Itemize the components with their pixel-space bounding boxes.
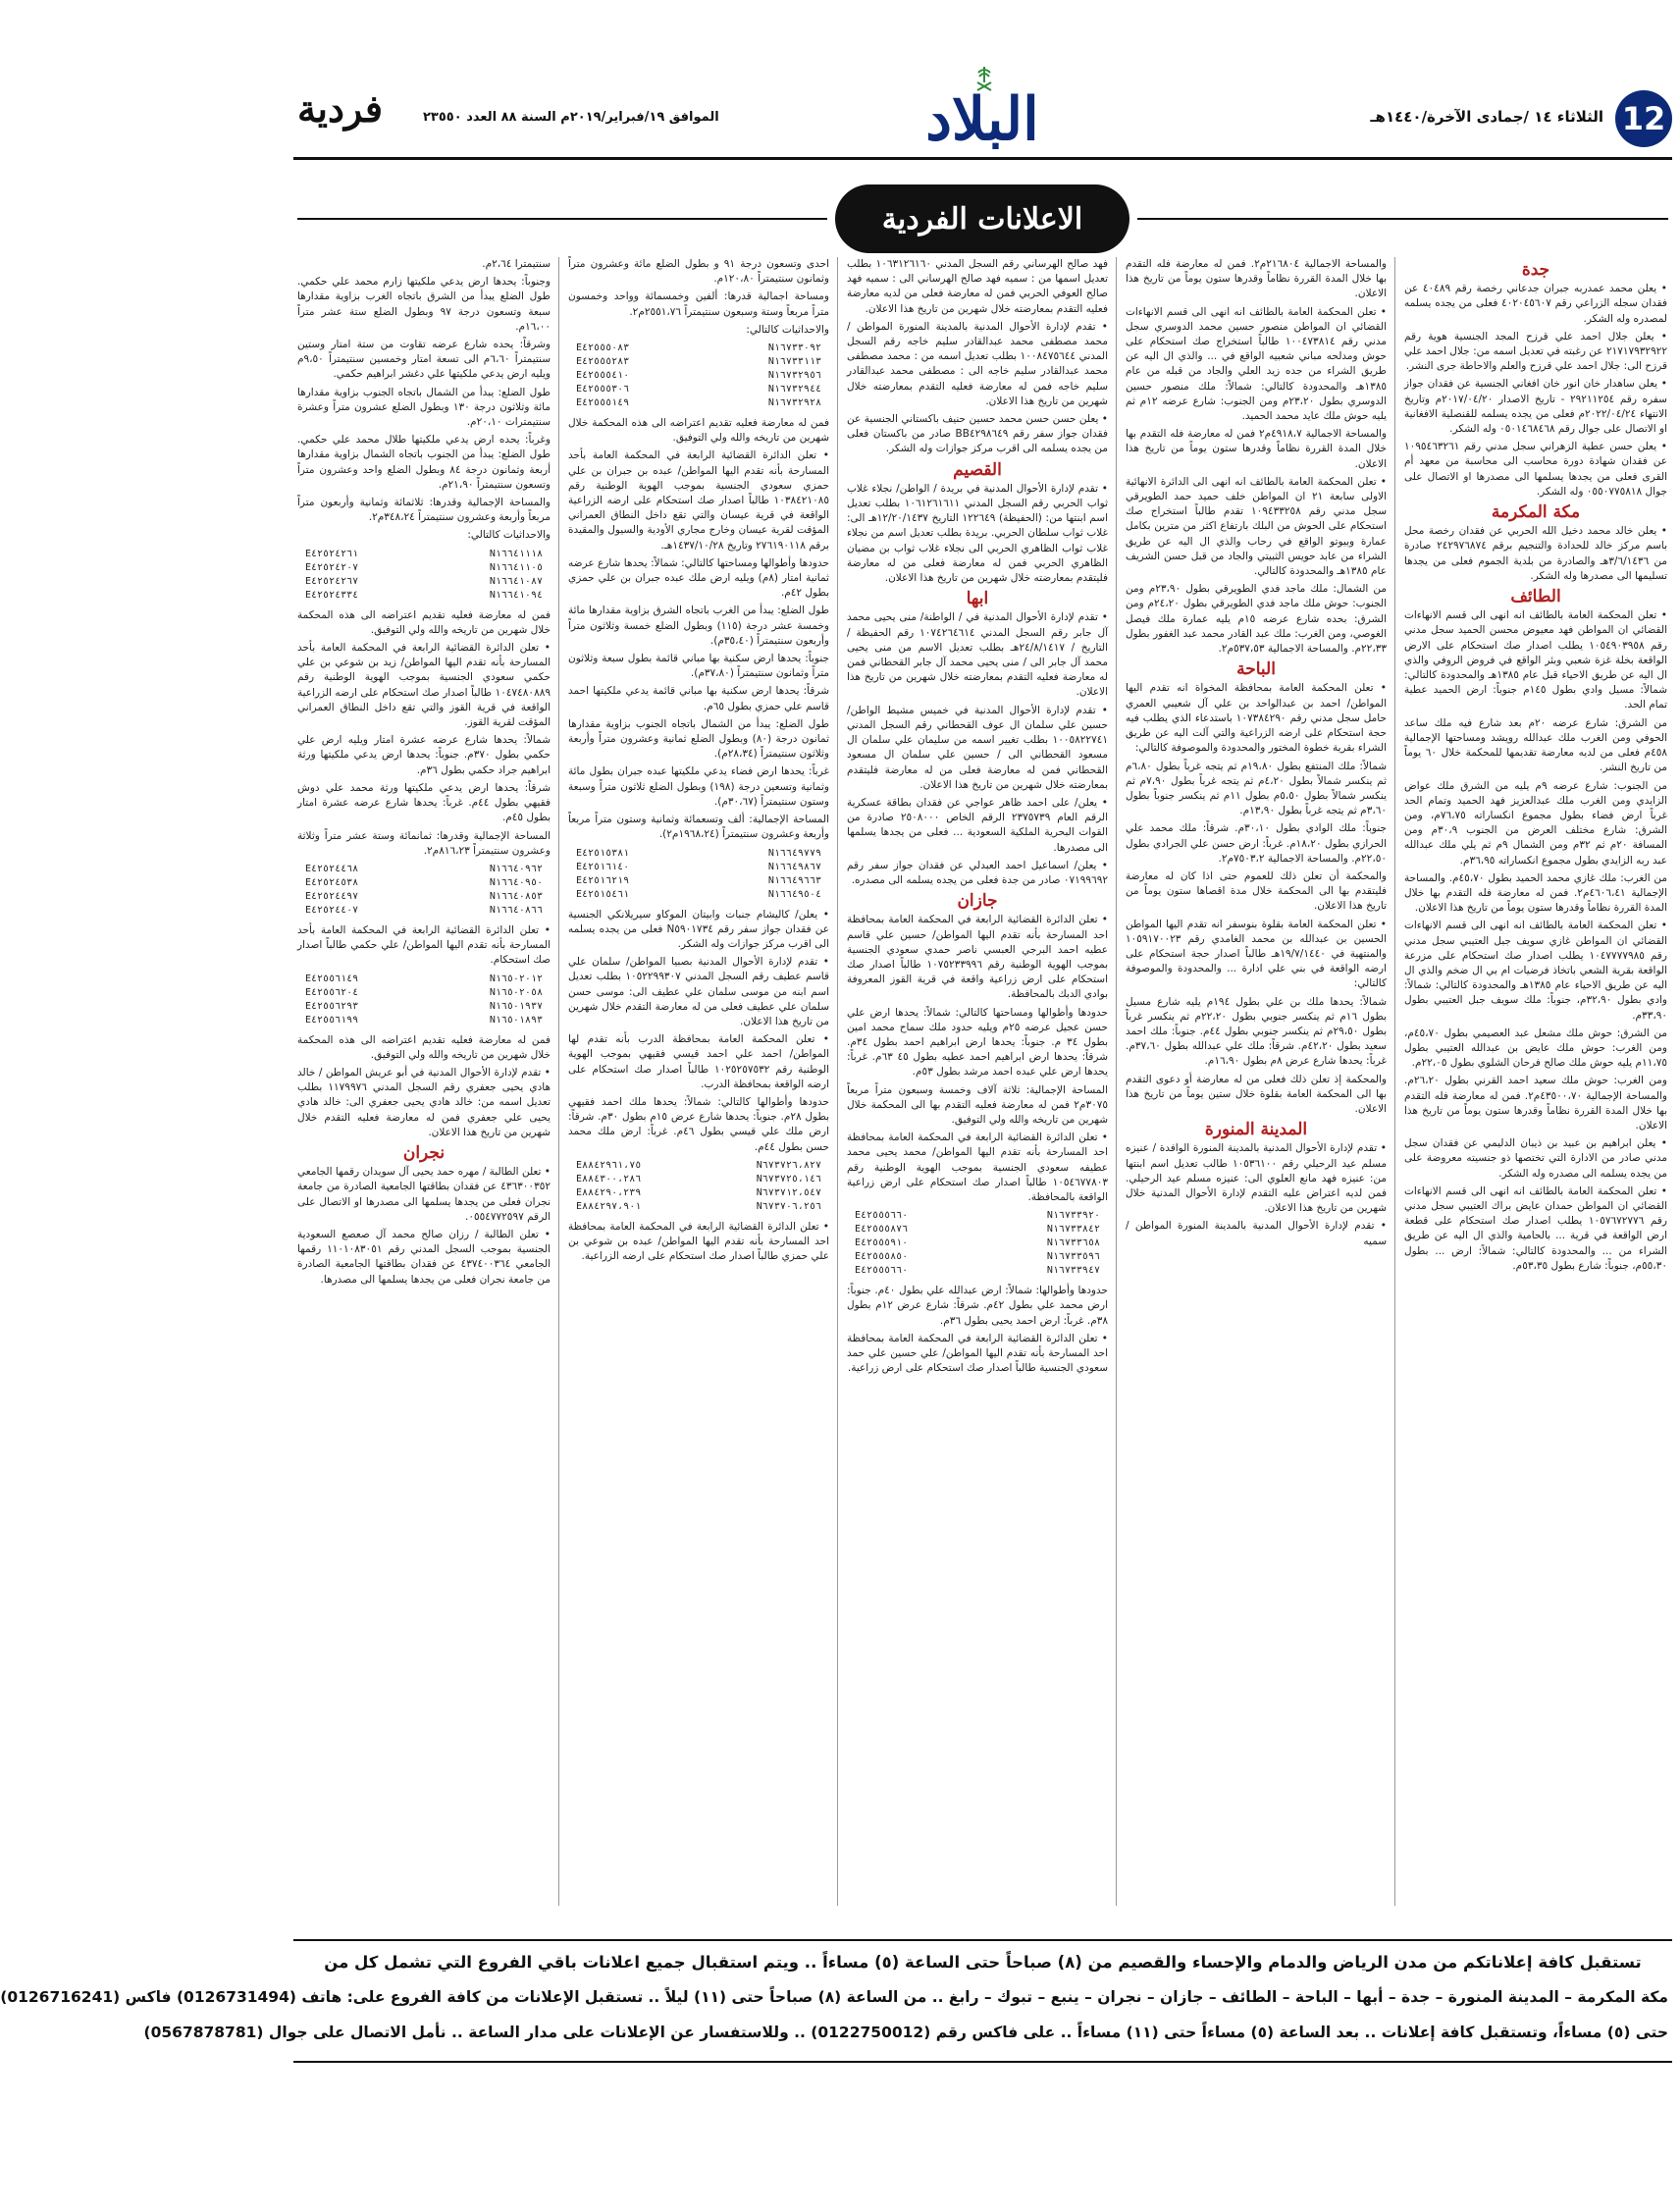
coordinate-row [297, 575, 551, 589]
easting-value: E٤٢٥٥٥٣٠٦ [576, 384, 630, 395]
classified-ad: فمن له معارضة فعليه تقديم اعتراضه الى هذه المحكمة خلال شهرين من تاريخه والله ولي التوفيق. [297, 1033, 551, 1061]
footer-line-1: تستقبل كافة إعلاناتكم من مدن الرياض والدمام والإحساء والقصيم من (٨) صباحاً حتى الساعة (٥) مساءاً .. ويتم استقبال جميع اعلانات باقي الفروع التي تشمل كل من [324, 1953, 1642, 1972]
coordinate-row [847, 1237, 1108, 1250]
city-heading: القصيم [953, 459, 1002, 480]
city-heading: جازان [957, 891, 998, 912]
classified-ad: شمالاً: ملك المنتفع بطول ١٩،٨٠م ثم يتجه غرباً بطول ٦،٨٠م ثم ينكسر شمالاً بطول ٤،٢٠م ثم يتجه غرباً بطول ٧،٩٠م ثم ينكسر شمالاً بطول ٥،٥٠م بطول ١١م ثم ينكسر جنوباً بطول ٣،٦٠م ثم يتجه غرباً بطول ١٣،٩٠م. [1126, 760, 1388, 817]
northing-value: N١٦٧٣٢٩٢٨ [767, 397, 821, 409]
coordinate-row [297, 973, 551, 986]
footer-rule-top [293, 1939, 1672, 1941]
classified-ad: من الشمال: ملك ماجد فدي الطويرقي بطول ٢٣،٩٠م ومن الجنوب: حوش ملك ماجد فدي الطويرقي بطول ٢٤،٢٠م ومن الشرق: بحده شارع عرضه ١٥م يليه عمارة ملك فيصل الغوصي، ومن الغرب: ملك عبد القادر محمد عبد الغفور بطول ٢٢،٣٣م. والمساحة الاجمالية ٥٣٧،٥٣م٢. [1126, 583, 1387, 656]
northing-value: N١٦٦٤٩٨٦٧ [767, 861, 821, 872]
ad-column-3 [847, 257, 1108, 1916]
classified-ad: • يعلن خالد محمد دخيل الله الحربي عن فقدان رخصة محل باسم مركز خالد للحدادة والتنجيم برقم ٢٤٢٩٧٦٨٧٤ صادرة من ٣/٦/١٤٣٦هـ والصادرة من بلدية الجموم فعلى من يجدها تسليمها الى مصدرها وله الشكر. [1404, 525, 1667, 582]
city-heading: الطائف [1510, 587, 1561, 607]
coordinates-table [568, 1159, 829, 1214]
classified-ad: والمحكمة إذ تعلن ذلك فعلى من له معارضة أو دعوى التقدم بها الى المحكمة العامة بقلوة خلال ستين يوماً من تاريخ هذا الاعلان. [1126, 1073, 1387, 1115]
northing-value: N١٦٧٣٢٩٥٦ [767, 370, 821, 382]
northing-value: N١٦٦٤١٠٩٤ [489, 589, 543, 601]
coordinate-row [297, 589, 551, 603]
northing-value: N١٦٧٣٣٩٢٠ [1046, 1210, 1100, 1222]
classified-ad: • تعلن المحكمة العامة بمحافظة الدرب بأنه تقدم لها المواطن/ احمد علي احمد قيسي فقيهي بموجب الهوية الوطنية رقم ١٠٢٥٢٥٧٥٣٢ طالباً اصدار صك استحكام على ارضه الواقعة بمحافظة الدرب. [568, 1033, 829, 1090]
classified-ad: حدودها وأطوالها ومساحتها كالتالي: شمالاً: يحدها ارض علي حسن عجيل عرضه ٢٥م ويليه حدود ملك سماح محمد امين بطول ٣٤ م. جنوباً: يحدها ارض ابراهيم احمد بطول ٣٤م. شرقاً: يحدها ارض ابراهيم احمد عطيه بطول ٤٥ ٦٣م. غرباً: يحدها ارض علي عبده احمد مرشد بطول ٥٣م. [847, 1006, 1108, 1079]
classified-ad: • تعلن الدائرة القضائية الرابعة في المحكمة العامة بأحد المسارحة بأنه تقدم اليها المواطن/ علي حكمي طالباً اصدار صك استحكام. [297, 923, 551, 967]
classified-ad: • تعلن المحكمة العامة بمحافظة المخواة انه تقدم اليها المواطن/ احمد بن عبدالواحد بن علي آل شعيبي العمري حامل سجل مدني رقم ١٠٧٣٨٤٢٩٠ باستدعاء الذي يطلب فيه حجة استحكام على ارضه الزراعية والتي آلت اليه عن طريق الشراء بقرية خطوة المختور والمحدودة والموصوفة كالتالي: [1126, 682, 1387, 755]
section-label: فردية [297, 86, 384, 131]
easting-value: E٤٢٥٥٥٤١٠ [576, 370, 630, 382]
classified-ad: • يعلن محمد عمدربه جبران جدعاني رخصة رقم ٤٠٤٨٩ عن فقدان سجله الزراعي رقم ٤٠٢٠٤٥٦٠٧ فعلى من يجده يسلمه لمصدره وله الشكر. [1404, 283, 1667, 325]
coordinates-table [568, 847, 829, 902]
column-divider [1394, 257, 1395, 1906]
easting-value: E٤٢٥٥٥٠٨٣ [576, 342, 630, 354]
classified-ad: سنتيمترا ٢،٦٤م. [482, 258, 551, 270]
easting-value: E٤٢٥٥٦٢٠٤ [305, 986, 359, 998]
classified-ad: شمالاً: يحدها ملك بن علي بطول ١٩٤م يليه شارع مسيل بطول ١٦م ثم ينكسر جنوبي بطول ٢٢،٢٠م ثم ينكسر غرباً بطول ٢٩،٥٠م ثم ينكسر جنوبي بطول ٤٤م. جنوباً: ملك احمد سعيد بطول ٤٢،٢٠م. شرقاً: ملك علي عبدالله بطول ٣٧،٦٠م. غرباً: يحدها شارع عرض ٨م بطول ١٦،٩٠م. [1126, 995, 1388, 1068]
classified-ad: جنوباً: ملك الوادي بطول ٣٠،١٠م. شرقاً: ملك محمد علي الحرازي بطول ١٨،٢٠م. غرباً: ارض حسن علي الجرادي بطول ٢٢،٥٠م. والمساحة الاجمالية ٧٥٠٣،٢م٢. [1126, 822, 1387, 865]
classified-ad: • تقدم لإدارة الأحوال المدنية في بريدة / الواطن/ نجلاء غلاب ثواب الحربي رقم السجل المدني ١٠٦١٢٦١٦١١ بطلب تعديل اسم ابنتها من: (الحفيظة) ١٢٢٦٤٩ التاريخ ١٢/٢٠/١٤٣٧هـ الى: غلاب ثواب سلطان الحربي. بريدة بطلب تعديل اسم من نجلاء غلاب ثواب الظاهري الحربي الى نجلاء غلاب ثواب بن مضيان الظاهري الحربي فمن له معارضة فعلى من له معارضة فليتقدم بمعارضته خلال شهرين من تاريخ هذا الاعلان. [847, 482, 1108, 585]
classified-ad: • تعلن المحكمة العامة بالطائف انه انهى الى الدائرة الانهائية الاولى سابعة ٢١ ان المواطن خلف حميد حمد الطويرقي سجل مدني رقم ١٠٩٤٣٣٢٥٨ تقدم طالباً استخراج صك استحكام على الحوش من البلك بارتفاع اكثر من مترين بكامل عمارة وبيوتو الواقع في رحاب والذي ال اليه عن طريق الشراء من عابد حويس الثبيتي والجاد من قبل حسن الشريف عام ١٣٨٥هـ والمحدودة كالتالي. [1126, 475, 1387, 578]
coordinate-row [847, 1223, 1108, 1237]
classified-ad: • تقدم لإدارة الأحوال المدنية بالمدينة المنورة المواطن / سميه [1126, 1220, 1387, 1247]
coordinates-table [847, 1209, 1108, 1278]
easting-value: E٤٢٥٢٤٤٦٨ [305, 863, 359, 874]
coordinate-row [297, 863, 551, 876]
ad-column-5 [297, 257, 551, 1916]
classified-ad: ومن الغرب: حوش ملك سعيد احمد القرني بطول ٢٦،٢٠م. والمساحة الإجمالية ٤٣٥٠٠،٧٠م٢. فمن له معارضة فله التقدم بها خلال المدة القررة نظاماً وقدرها ستون يوماً من تاريخ هذا الاعلان. [1404, 1075, 1667, 1131]
classified-ad: • تعلن المحكمة العامة بالطائف انه انهى الى قسم الانهاءات القضائي ان المواطن منصور حسين محمد الدوسري سجل مدني رقم ١٠٠٤٧٣٨١٤ طالباً استخراج صك استحكام على حوش ومدلحه مباني شعبيه الواقع في ... والذي ال اليه عن طريق الشراء من جده زيد العلي والجاد من قبله من عام ١٣٨٥هـ والمحدودة كالتالي: شمالاً: ملك منصور حسين الدوسري بطول ٢٣،٢٠م ومن الجنوب: شارع عرضه ١٢م ثم يليه حوش ملك عايد محمد الحميد. [1126, 305, 1387, 423]
northing-value: N٦٧٣٧٢٦،٨٢٧ [756, 1159, 821, 1171]
banner-rule-right [1137, 218, 1668, 220]
easting-value: E٤٢٥٥٥٢٨٣ [576, 356, 630, 368]
northing-value: N١٦٧٣٣٨٤٢ [1046, 1224, 1100, 1236]
classified-ad: فهد صالح الهرساني رقم السجل المدني ١٠٦٣١٢٦١٦٠ بطلب تعديل اسمها من : سميه فهد صالح الهرساني الى : سميه فهد صالح العوفي الحربي فمن له معارضة فعلى من لديه معارضة فعليه التقدم بمعارضته خلال شهرين من تاريخ هذا الاعلان. [847, 258, 1108, 315]
northing-value: N١٦٥٠٢٠٥٨ [489, 986, 543, 998]
classified-ad: حدودها وأطوالها: شمالاً: ارض عبدالله علي بطول ٤٠م. جنوباً: ارض محمد علي بطول ٤٢م. شرقاً: شارع عرض ١٢م بطول ٣٨م. غرباً: ارض احمد يحيى بطول ٣٦م. [847, 1285, 1108, 1327]
northing-value: N١٦٦٤٩٦٦٣ [767, 874, 821, 886]
classified-ad: المساحة الإجمالية: ثلاثة آلاف وخمسة وسبعون متراً مربعاً ٣٠٧٥م٢ فمن له معارضة فعليه التقدم بها الى المحكمة خلال شهرين من تاريخه والله ولي التوفيق. [847, 1083, 1108, 1126]
easting-value: E٤٢٥٢٤٢٦١ [305, 548, 359, 559]
easting-value: E٤٢٥٥٥٨٥٠ [855, 1251, 909, 1263]
northing-value: N١٦٦٤٩٧٧٩ [767, 847, 821, 859]
northing-value: N٦٧٣٧٠٦،٢٥٦ [756, 1200, 821, 1212]
classified-ad: ومساحة اجمالية قدرها: ألفين وخمسمائة وواحد وخمسون متراً مربعاً وستة وسبعون سنتيمتراً ٢٥٥١،٧٦م٢. [568, 290, 829, 318]
classified-ad: من الجنوب: شارع عرضه ٩م يليه من الشرق ملك عواض الزايدي ومن الغرب ملك عبدالعزيز فهد الحميد وتمام الحد غرباً ارض فضاء بطول مجموع انكساراته ٧٦،٧٥م، ومن الشرق: شارع مختلف العرض من الجنوب ٣٠،٩م ومن المسافة ٢٠م ثم ٣٢م ومن الشمال ٩م ثم يلي ملك عبدالله عبد ربه الزايدي بطول مجموع انكساراته ٣٦،٩٥م. [1404, 779, 1668, 867]
newspaper-logo [894, 69, 1071, 167]
classified-ad: والاحداثيات كالتالي: [746, 323, 829, 336]
northing-value: N١٦٦٤٠٩٥٠ [489, 876, 543, 888]
easting-value: E٤٢٥١٦١٤٠ [576, 861, 630, 872]
classified-ad: من الغرب: ملك غازي محمد الحميد بطول ٤٥،٧٠م. والمساحة الإجمالية ٤٦٠٦،٤١م٢. فمن له معارضة فله التقدم بها خلال المدة القررة نظاماً وقدرها ستون يوماً من تاريخ هذا الاعلان. [1404, 871, 1667, 915]
classified-ad: والمساحة الاجمالية ٤٩١٨،٧م٢ فمن له معارضة فله التقدم بها خلال المدة القررة نظاماً وقدرها ستون يوماً من تاريخ هذا الاعلان. [1126, 428, 1387, 470]
classified-ad: • تعلن الدائرة القضائية الرابعة في المحكمة العامة بمحافظة احد المسارحة بأنه تقدم اليها المواطن/ حسين علي قاسم عطيه احمد البرجي العبسي ناصر حمدي سعودي الجنسية بموجب الهوية الوطنية رقم ١٠٧٥٢٣٣٩٩٦ طالباً اصدار صك استحكام على ارض زراعية واقعة في قرية القوز المعروفة بوادي الدبك بالمحافظة. [847, 914, 1108, 1001]
classified-ad: فمن له معارضة فعليه تقديم اعتراضه الى هذه المحكمة خلال شهرين من تاريخه والله ولي التوفيق. [297, 608, 551, 636]
easting-value: E٨٨٤٢٩٧،٩٠١ [576, 1200, 642, 1212]
classified-ad: • تقدم لإدارة الأحوال المدنية في / الواطنة/ منى يحيى محمد آل جابر رقم السجل المدني ١٠٧٤٢٦٤٦١٤ رقم الحفيظة / التاريخ / ٢٤/٨/١٤١٧هـ بطلب تعديل الاسم من منى يحيى محمد آل جابر الى / منى يحيى محمد آل جابر القحطاني فمن له معارضة فعليه التقدم بمعارضته خلال شهرين من تاريخ هذا الاعلان. [847, 611, 1109, 699]
city-heading: المدينة المنورة [1204, 1120, 1308, 1140]
coordinate-row [568, 861, 829, 874]
coordinate-row [568, 1186, 829, 1200]
classified-ad: • تقدم لإدارة الأحوال المدنية بالمدينة المنورة الوافدة / عنيزه مسلم عيد الرحيلي رقم ١٠٥٣٦١٠٠ طالب تعديل اسم ابنتها من: عنيزه فهد مانع العلوي الى: عنيزه مسلم عيد الرحيلي. فمن لديه اعتراض عليه التقدم لإدارة الأحوال المدنية خلال شهرين من تاريخ هذا الاعلان. [1126, 1142, 1387, 1215]
classified-ad: • تقدم لإدارة الأحوال المدنية في خميس مشيط الواطن/حسين علي سلمان ال عوف القحطاني رقم السجل المدني ١٠٠٥٨٢٢٧٤١ بطلب تغيير اسمه من سليمان علي سلمان ال مسعود القحطاني الى / حسين علي سلمان ال مسعود القحطاني فمن له معارضة فعلى من له معارضة فليتقدم بمعارضته خلال شهرين من تاريخ هذا الاعلان. [847, 704, 1108, 791]
coordinate-row [297, 1014, 551, 1027]
coordinates-table [568, 342, 829, 410]
easting-value: E٤٢٥٥٥٦٦٠ [855, 1265, 909, 1277]
coordinate-row [297, 986, 551, 1000]
coordinates-table [297, 548, 551, 603]
logo-wordmark: البلاد [925, 85, 1039, 154]
coordinate-row [297, 904, 551, 918]
northing-value: N١٦٦٤٠٨٥٣ [489, 890, 543, 902]
city-heading: الباحة [1236, 659, 1276, 680]
northing-value: N١٦٧٣٣١١٣ [767, 356, 821, 368]
advertising-footer [0, 1923, 1680, 2210]
easting-value: E٤٢٥١٥٤٦١ [576, 888, 630, 900]
classified-ad: شمالاً: يحدها شارع عرضه عشرة امتار ويليه ارض علي حكمي بطول ٣٧٠م. جنوباً: يحدها ارض يدعي ملكيتها ورثة ابراهيم جراد حكمي بطول ٣٦م. [297, 734, 551, 776]
masthead-rule [293, 157, 1672, 160]
classified-ad: • تقدم لإدارة الأحوال المدنية بصبيا المواطن/ سلمان علي قاسم عطيف رقم السجل المدني ١٠٥٢٢٩٩٣٠٧ بطلب تعديل اسم ابنه من موسى سلمان علي عطيف الى: موسى حسن سلمان علي عطيف فعلى من له معارضة التقدم خلال شهرين من تاريخ هذا الاعلان. [568, 956, 829, 1027]
footer-rule-bottom [293, 2061, 1672, 2063]
easting-value: E٤٢٥١٦٢١٩ [576, 874, 630, 886]
classified-ad: • تعلن الدائرة القضائية الرابعة في المحكمة العامة بمحافظة احد المسارحة بأنه تقدم اليها المواطن/ علي حسين علي حمد سعودي الجنسية طالباً اصدار صك استحكام على ارض زراعية. [847, 1332, 1108, 1375]
classified-ad: • يعلن حسن عطية الزهراني سجل مدني رقم ١٠٩٥٤٦٣٢٦١ عن فقدان شهادة دورة محاسب الى محاسبة من معهد أم القرى فعلى من يجدها يسلمها الى مصدرها او الاتصال على جوال ٠٥٥٠٧٧٥٨١٨ وله الشكر. [1404, 441, 1667, 498]
classified-ad: وجنوباً: يحدها ارض يدعي ملكيتها زارم محمد علي حكمي. طول الضلع يبدأ من الشرق باتجاه الغرب بزاوية مقدارها سبعة وتسعون درجة ٩٧ وبطول الضلع ستة عشر متراً ١٦،٠٠م. [297, 276, 551, 333]
classified-ad: فمن له معارضة فعليه تقديم اعتراضه الى هذه المحكمة خلال شهرين من تاريخه والله ولي التوفيق. [568, 417, 829, 445]
column-divider [558, 257, 559, 1906]
gregorian-date: الموافق ١٩/فبراير/٢٠١٩م السنة ٨٨ العدد ٢٣٥٥٠ [423, 110, 719, 125]
classified-ad: طول الضلع: يبدأ من الشمال باتجاه الجنوب بزاوية مقدارها مائة وثلاثون درجة ١٣٠ وبطول الضلع عشرون متراً وعشرة سنتيمترات ٢٠،١٠م. [297, 386, 551, 429]
easting-value: E٤٢٥٢٤٣٣٤ [305, 589, 359, 601]
coordinate-row [847, 1209, 1108, 1223]
coordinate-row [568, 396, 829, 410]
easting-value: E٤٢٥٢٤٤٩٧ [305, 890, 359, 902]
easting-value: E٤٢٥٥٥١٤٩ [576, 397, 630, 409]
masthead [286, 0, 1680, 154]
ad-column-1 [1404, 257, 1667, 1916]
classified-ad: وشرقاً: يحده شارع عرضه تقاوت من ستة امتار وستين سنتيمتراً ٦،٦٠م الى تسعة امتار وخمسين سنتيمتراً ٩،٥٠م ويليه ارض يدعي ملكيتها علي دغشر ابراهيم حكمي. [297, 339, 551, 381]
coordinate-row [847, 1264, 1108, 1278]
classified-ad: من الشرق: شارع عرضه ٢٠م بعد شارع فيه ملك ساعد الحوفي ومن الغرب ملك عبدالله رويشد ومساحتها الإجمالية ٤٥٨م فعلى من لديه معارضة تقديمها للمحكمة خلال ٦٠ يوماً من تاريخ النشر. [1404, 716, 1668, 774]
classified-ad: • تعلن المحكمة العامة بالطائف انه انهى الى قسم الانهاءات القضائي ان المواطن حمدان عايض براك العتيبي سجل مدني رقم ١٠٥٧٦٧٢٧٧٦ يطلب اصدار صك استحكام على قطعة ارض الواقعة في قرية ... بالحامية والذي ال اليه عن طريق الشراء من ... والمحدودة كالتالي: شمالاً: ارض ... بطول ٥٥،٣٠م، جنوباً: شارع بطول ٥٣،٣٥م. [1404, 1184, 1667, 1272]
coordinate-row [297, 561, 551, 575]
coordinate-row [568, 888, 829, 902]
northing-value: N١٦٧٣٣٦٥٨ [1046, 1237, 1100, 1249]
easting-value: E٨٨٤٣٠٠،٢٨٦ [576, 1173, 642, 1184]
ad-column-4 [568, 257, 829, 1916]
classified-ad: • تعلن الطالبة / رزان صالح محمد آل صعصع السعودية الجنسية بموجب السجل المدني رقم ١١٠١٠٨٣٠٥١ رقمها الجامعي ٤٣٧٤٠٠٣٦٤ عن فقدان بطاقتها الجامعية الصادرة من جامعة نجران فعلى من يجدها يسلمها الى مصدرها. [297, 1228, 551, 1286]
classified-ad: والاحداثيات كالتالي: [467, 529, 551, 542]
easting-value: E٤٢٥٢٤٢٦٧ [305, 575, 359, 587]
classified-ad: المساحة الإجمالية وقدرها: ثمانمائة وستة عشر متراً وثلاثة وعشرون سنتيمتراً ٨١٦،٢٣م٢. [297, 829, 551, 857]
northing-value: N١٦٦٤٩٥٠٤ [767, 888, 821, 900]
classified-ad: طول الضلع: يبدأ من الشمال باتجاه الجنوب بزاوية مقدارها ثمانون درجة (٨٠) وبطول الضلع ثمانية وعشرون متراً وأربعة وثلاثون سنتيمتراً (٢٨،٣٤م). [568, 717, 830, 761]
northing-value: N١٦٥٠٢٠١٢ [489, 973, 543, 984]
coordinate-row [568, 369, 829, 383]
coordinate-row [568, 383, 829, 396]
classified-ad: • تعلن الدائرة القضائية الرابعة في المحكمة العامة بمحافظة احد المسارحة بأنه تقدم اليها المواطن/ محمد يحيى محمد عطيفه سعودي الجنسية بموجب الهوية الوطنية رقم ١٠٥٤٦٧٧٨٠٣ طالباً اصدار صك استحكام على ارض زراعية الواقعة بالمحافظة. [847, 1131, 1108, 1203]
easting-value: E٨٨٤٢٩٦١،٧٥ [576, 1159, 642, 1171]
city-heading: ابها [966, 589, 989, 609]
column-divider [837, 257, 838, 1906]
easting-value: E٤٢٥٢٤٤٠٧ [305, 904, 359, 916]
ad-column-2 [1126, 257, 1387, 1916]
northing-value: N١٦٦٤١١١٨ [489, 548, 543, 559]
city-heading: جدة [1521, 260, 1550, 280]
classified-ad: • تعلن المحكمة العامة بالطائف انه انهى الى قسم الانهاءات القضائي ان المواطن غازي سويف جبل العتيبي سجل مدني رقم ١٠٤٧٧٧٧٩٨٥ يطلب اصدار صك استحكام على مزرعة الواقعة بقرية الشعي باتخاذ فرضيات ام بي ال ضخم والذي ال اليه عن طريق الاحياء عام ١٣٨٥هـ والمحدودة كالتالي: شمالاً: وادي بطول ٣٢،٩٠م، جنوباً: ملك سويف جبل العتيبي بطول ٣٣،٩٠م. [1404, 920, 1667, 1022]
footer-line-2: مكة المكرمة – المدينة المنورة – جدة – أبها – الباحة – الطائف – جازان – نجران – ينبع – تبوك – رابغ .. من الساعة (٨) صباحاً حتى (١١) ليلاً .. تستقبل الإعلانات من كافة الفروع على: هاتف (0126731494) فاكس (0126716241) [0, 1988, 1668, 2006]
classified-ad: حدودها وأطوالها ومساحتها كالتالي: شمالاً: يحدها شارع عرضه ثمانية امتار (٨م) ويليه ارض ملك عبده جبران بن علي حمزي بطول ٤٢م. [568, 556, 829, 600]
easting-value: E٤٢٥٥٦١٤٩ [305, 973, 359, 984]
northing-value: N١٦٦٤١٠٨٧ [489, 575, 543, 587]
coordinate-row [568, 1159, 829, 1173]
northing-value: N١٦٥٠١٩٣٧ [489, 1000, 543, 1012]
classified-ad: شرقاً: يحدها ارض يدعي ملكيتها ورثة محمد علي دوش فقيهي بطول ٤٤م. غرباً: يحدها شارع عرضه عشرة امتار بطول ٤٥م. [297, 781, 551, 824]
easting-value: E٤٢٥٥٦٢٩٣ [305, 1000, 359, 1012]
classified-ad: المساحة الإجمالية: ألف وتسعمائة وثمانية وستون متراً مربعاً وأربعة وعشرون سنتيمتراً (١٩٦٨،٢٤م٢). [568, 814, 829, 841]
classified-ad: احدى وتسعون درجة ٩١ و بطول الضلع مائة وعشرون متراً وثمانون سنتيمتراً ١٢٠،٨٠م. [568, 258, 829, 286]
coordinate-row [297, 548, 551, 561]
easting-value: E٤٢٥١٥٣٨١ [576, 847, 630, 859]
easting-value: E٤٢٥٢٤٥٣٨ [305, 876, 359, 888]
classified-ad: • يعلن ابراهيم بن عبيد بن ذيبان الدليمي عن فقدان سجل مدني صادر من الادارة التي تختصها ذو جنسيته معروضة على من يجده يسلمه الى مصدره وله الشكر. [1404, 1137, 1667, 1180]
northing-value: N٦٧٣٧٢٥،١٤٦ [756, 1173, 821, 1184]
classified-ad: • تعلن الدائرة القضائية الرابعة في المحكمة العامة بمحافظة احد المسارحة بأنه تقدم اليها المواطن/ عبده بن شوعي بن علي حمزي طالباً اصدار صك استحكام على ارضه الزراعية. [568, 1220, 829, 1263]
classified-ad: شرقاً: يحدها ارض سكنية بها مباني قائمة يدعي ملكيتها احمد قاسم علي حمزي بطول ٦٥م. [568, 685, 829, 712]
classified-ad: • يعلن ساهدار خان انور خان افغاني الجنسية عن فقدان جواز سفره رقم ٢٩٢١١٢٥٤ - تاريخ الاصدار ٢٠١٧/٠٤/٢٠م وتاريخ الانتهاء ٢٠٢٢/٠٤/٢٤م فعلى من يجده يسلمه للقنصلية الافغانية او الاتصال على جوال رقم ٠٥٠١٤٦٨٤٦٨ وله الشكر. [1404, 378, 1667, 436]
classified-ad: طول الضلع: يبدأ من الغرب باتجاه الشرق بزاوية مقدارها مائة وخمسة عشر درجة (١١٥) وبطول الضلع خمسة وثلاثون متراً وأربعون سنتيمتراً (٣٥،٤٠م). [568, 605, 830, 647]
coordinate-row [847, 1250, 1108, 1264]
footer-line-3: حتى (٥) مساءاً، وتستقبل كافة إعلانات .. بعد الساعة (٥) مساءاً حتى (١١) مساءاً .. على فاكس رقم (0122750012) .. وللاستفسار عن الإعلانات على مدار الساعة .. نأمل الاتصال على جوال (0567878781) [143, 2024, 1668, 2041]
classified-ad: جنوباً: يحدها ارض سكنية بها مباني قائمة بطول سبعة وثلاثون متراً وثمانون سنتيمتراً (٣٧،٨٠م). [568, 653, 829, 680]
classified-ad: غرباً: يحدها ارض فضاء يدعي ملكيتها عبده جبران بطول مائة وثمانية وتسعين درجة (١٩٨) وبطول الضلع ثلاثون متراً وسبعة وستون سنتيمتراً (٣٠،٦٧م). [568, 765, 829, 808]
coordinate-row [568, 847, 829, 861]
classified-ad: • تعلن المحكمة العامة بقلوة بنوسفر انه تقدم اليها المواطن الحسين بن عبدالله بن محمد الغامدي رقم ١٠٥٩١٧٠٠٢٣ والمنتهية في ١٩/٧/١٤٤٠هـ طالباً اصدار حجة استحكام على ارضه الواقعة في بني علي ادارة ... والمحدودة والموصوفة كالتالي: [1126, 918, 1387, 990]
classified-ad: • تعلن الدائرة القضائية الرابعة في المحكمة العامة بأحد المسارحة بأنه تقدم اليها المواطن/ عبده بن جبران بن علي حمزي سعودي الجنسية بموجب الهوية الوطنية رقم ١٠٣٨٤٢١٠٨٥ طالباً اصدار صك استحكام على ارضه الزراعية الواقعة في قرية عيسان والتي تقع داخل النطاق العمراني المؤقت لقرية عيسان وخارج مجاري الأودية والسيول والمقيدة برقم ٢٧٦١٩٠١١٨ وتاريخ ١٤٣٧/١٠/٢٨هـ. [568, 449, 829, 552]
city-heading: مكة المكرمة [1491, 502, 1581, 523]
column-divider [1116, 257, 1117, 1906]
easting-value: E٤٢٥٥٦١٩٩ [305, 1014, 359, 1026]
coordinate-row [297, 1000, 551, 1014]
classified-ad: • تقدم لإدارة الأحوال المدنية بالمدينة المنورة المواطن / محمد مصطفى محمد عبدالقادر سليم خاجه رقم السجل المدني ١٠٠٨٤٧٥٦٤٤ بطلب تعديل اسمه من : محمد مصطفى محمد عبدالقادر سليم خاجه الى : مصطفى محمد عبدالقادر سليم خاجه فمن له معارضة فعليه التقدم بمعارضته خلال شهرين من تاريخ هذا الاعلان. [847, 320, 1108, 407]
northing-value: N١٦٧٣٣٩٤٧ [1046, 1265, 1100, 1277]
classified-ad: والمحكمة أن تعلن ذلك للعموم حتى اذا كان له معارضة فليتقدم بها الى المحكمة خلال مدة اقصاها ستون يوماً من تاريخ هذا الاعلان. [1126, 869, 1387, 913]
classified-ad: حدودها وأطوالها كالتالي: شمالاً: يحدها ملك احمد فقيهي بطول ٢٨م. جنوباً: يحدها شارع عرض ١٥م بطول ٣٠م. شرقاً: ارض ملك علي قيسي بطول ٤٦م. غرباً: ارض ملك محمد حسن بطول ٤٤م. [568, 1095, 829, 1153]
classified-ad: • يعلن/ على احمد ظاهر عواجي عن فقدان بطاقة عسكرية الرقم العام ٢٣٧٥٧٣٩ الرقم الخاص ٢٥٠٨٠٠٠ صادرة من القوات البحرية الملكية السعودية ... فعلى من يجدها يسلمها الى مصدرها. [847, 796, 1109, 854]
coordinate-row [568, 342, 829, 355]
northing-value: N١٦٧٣٣٠٩٢ [767, 342, 821, 354]
coordinate-row [568, 874, 829, 888]
easting-value: E٨٨٤٢٩٠،٢٣٩ [576, 1186, 642, 1198]
coordinate-row [568, 1200, 829, 1214]
northing-value: N١٦٦٤٠٨٦٦ [489, 904, 543, 916]
classified-ad: • يعلن جلال احمد علي قرزح المجد الجنسية هوية رقم ٢١٧١٧٩٣٢٩٢٢ عن رغبته في تعديل اسمه من: جلال احمد علي قرزح الى: جلال احمد علي قرزح والعلم والاحاطة جرى النشر. [1404, 330, 1667, 373]
coordinates-table [297, 973, 551, 1027]
easting-value: E٤٢٥٢٤٢٠٧ [305, 561, 359, 573]
page-number-badge: 12 [1615, 90, 1672, 147]
northing-value: N٦٧٣٧١٢،٥٤٧ [756, 1186, 821, 1198]
classified-ad: • تعلن المحكمة العامة بالطائف انه انهى الى قسم الانهاءات القضائي ان المواطن فهد معيوض محسن الحميد سجل مدني رقم ١٠٥٤٩٠٣٩٥٨ يطلب اصدار صك استحكام على الارض الواقعة بخلة غزة شعبي وبئر الواقع في فروض الروفي والذي ال اليه عن طريق الاحياء قبل عام ١٣٨٥هـ والمحدودة كالتالي: شمالاً: مسيل وادي بطول ١٤٥م جنوباً: ارض الحميد عطية تمام الحد. [1404, 609, 1667, 711]
coordinate-row [568, 1173, 829, 1186]
section-banner: الاعلانات الفردية [835, 184, 1129, 253]
classified-ad: • يعلن/ كاليشام جنبات وابيتان الموكاو سيريلانكي الجنسية عن فقدان جواز سفر رقم N٥٩٠١٧٣٤ فعلى من يجده يسلمه الى اقرب مركز جوازات وله الشكر. [568, 908, 829, 950]
classified-ad: • تقدم لإدارة الأحوال المدنية في أبو عريش المواطن / خالد هادي يحيى جعفري رقم السجل المدني ١١٧٩٩٧٦ بطلب تعديل اسمه من: خالد هادي يحيى جعفري الى: خالد هادي يحيى علي جعفري فمن له معارضة فعليه التقدم خلال شهرين من تاريخ هذا الاعلان. [297, 1066, 551, 1138]
coordinates-table [297, 863, 551, 918]
classified-ad: • تعلن الدائرة القضائية الرابعة في المحكمة العامة بأحد المسارحة بأنه تقدم اليها المواطن/ زيد بن شوعي بن علي حكمي سعودي الجنسية بموجب الهوية الوطنية رقم ١٠٤٧٤٨٠٨٨٩ طالباً اصدار صك استحكام على ارضه الزراعية الواقعة في قرية القوز والتي تقع داخل النطاق العمراني المؤقت لقرية القوز. [297, 642, 551, 729]
northing-value: N١٦٦٤٠٩٦٢ [489, 863, 543, 874]
classified-ad: وغرباً: يحده ارض يدعي ملكيتها طلال محمد علي حكمي. طول الضلع: يبدأ من الجنوب باتجاه الشمال بزاوية مقدارها أربعة وثمانون درجة ٨٤ وبطول الضلع واحد وعشرون متراً وتسعون سنتيمتراً ٢١،٩٠م. [297, 434, 551, 491]
coordinate-row [297, 876, 551, 890]
classified-ad: • يعلن حسن حسن محمد حسين حنيف باكستاني الجنسية عن فقدان جواز سفر رقم BB٤٢٩٨٦٤٩ صادر من باكستان فعلى من يجده يسلمه الى اقرب مركز جوازات وله الشكر. [847, 413, 1108, 455]
northing-value: N١٦٧٣٣٥٩٦ [1046, 1251, 1100, 1263]
hijri-date: الثلاثاء ١٤ /جمادى الآخرة/١٤٤٠هـ [1370, 108, 1603, 126]
city-heading: نجران [402, 1142, 446, 1163]
easting-value: E٤٢٥٥٥٦٦٠ [855, 1210, 909, 1222]
northing-value: N١٦٧٣٢٩٤٤ [767, 384, 821, 395]
northing-value: N١٦٥٠١٨٩٣ [489, 1014, 543, 1026]
classified-ad: من الشرق: حوش ملك مشعل عبد العصيمي بطول ٤٥،٧٠م، ومن الغرب: حوش ملك عايض بن عبدالله العتيبي بطول ١١،٧٥م يليه حوش ملك صالح فرحان الشلوي بطول ٢٢،٠٥م. [1404, 1026, 1667, 1070]
northing-value: N١٦٦٤١١٠٥ [489, 561, 543, 573]
banner-rule-left [297, 218, 827, 220]
classified-ad: والمساحة الاجمالية ٢١٦٨٠٤م٢. فمن له معارضة فله التقدم بها خلال المدة القررة نظاماً وقدرها ستون يوماً من تاريخ هذا الاعلان. [1126, 258, 1387, 300]
classified-ad: • تعلن الطالبة / مهره حمد يحيى آل سويدان رقمها الجامعي ٤٣٦٣٠٠٣٥٢ عن فقدان بطاقتها الجامعية الصادرة من جامعة نجران فعلى من يجدها يسلمها الى مصدرها او الاتصال على الرقم ٠٥٥٤٧٧٢٥٩٧. [297, 1166, 551, 1223]
classified-ad: • يعلن/ اسماعيل احمد العبدلي عن فقدان جواز سفر رقم ٠٧١٩٩٦٩٢ صادر من جدة فعلى من يجده يسلمه الى مصدره. [847, 859, 1108, 886]
easting-value: E٤٢٥٥٥٨٧٦ [855, 1224, 909, 1236]
classified-ad: والمساحة الإجمالية وقدرها: ثلاثمائة وثمانية وأربعون متراً مربعاً وأربعة وعشرون سنتيمتراً ٣٤٨،٢٤م٢. [297, 497, 551, 524]
easting-value: E٤٢٥٥٥٩١٠ [855, 1237, 909, 1249]
coordinate-row [568, 355, 829, 369]
coordinate-row [297, 890, 551, 904]
